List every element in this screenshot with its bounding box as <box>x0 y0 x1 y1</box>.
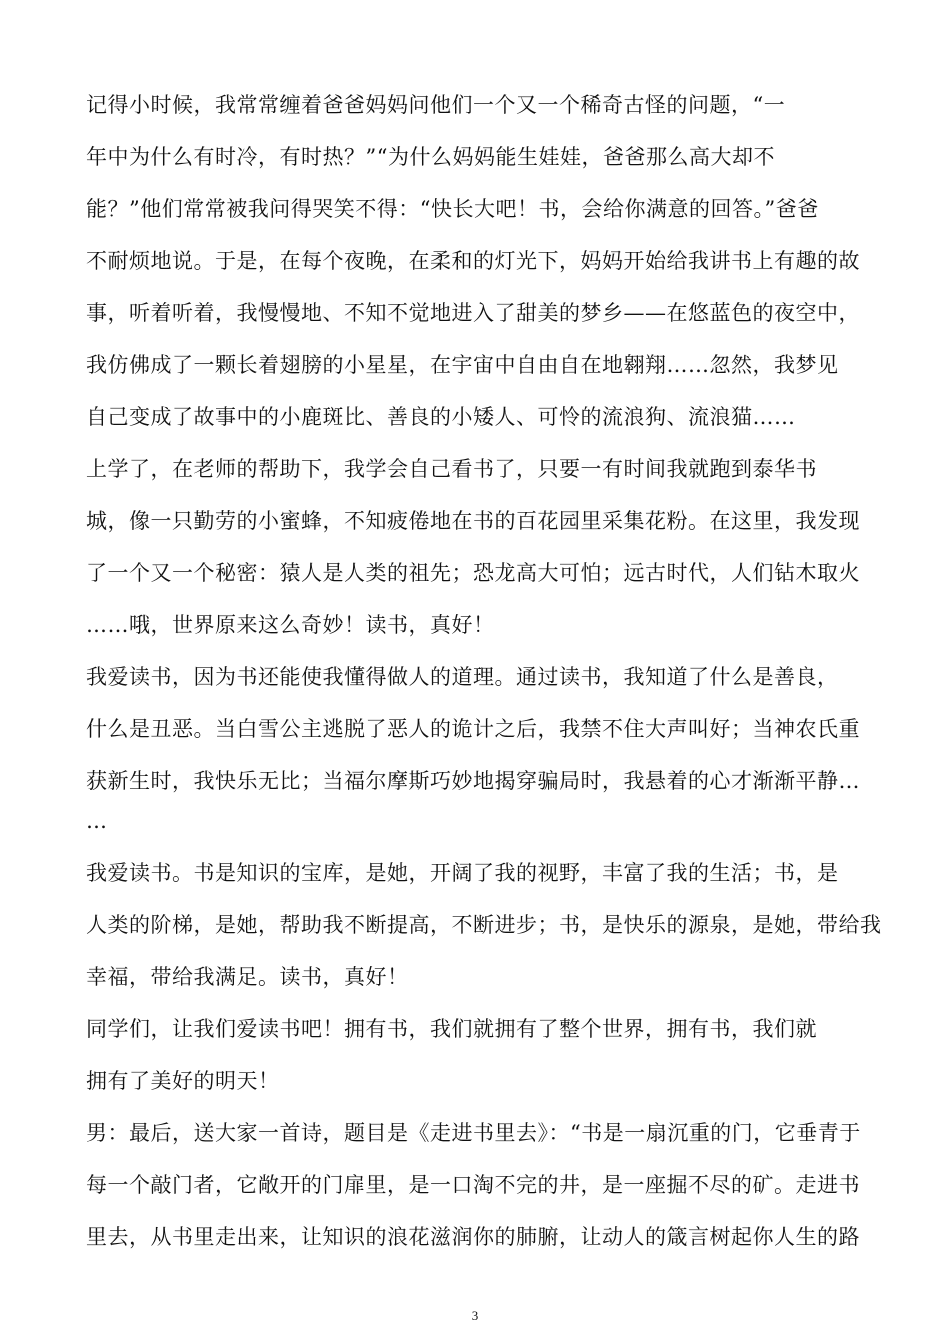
text-line: … <box>86 809 108 833</box>
text-line: ……哦，世界原来这么奇妙！读书，真好！ <box>86 613 495 637</box>
text-line: 幸福，带给我满足。读书，真好！ <box>86 965 409 989</box>
text-line: 男：最后，送大家一首诗，题目是《走进书里去》：“书是一扇沉重的门，它垂青于 <box>86 1121 861 1145</box>
text-line: 什么是丑恶。当白雪公主逃脱了恶人的诡计之后，我禁不住大声叫好；当神农氏重 <box>86 717 860 741</box>
page-number: 3 <box>471 1308 479 1323</box>
text-line: 同学们，让我们爱读书吧！拥有书，我们就拥有了整个世界，拥有书，我们就 <box>86 1017 817 1041</box>
text-line: 里去，从书里走出来，让知识的浪花滋润你的肺腑，让动人的箴言树起你人生的路 <box>86 1225 860 1249</box>
text-line: 人类的阶梯，是她，帮助我不断提高，不断进步；书，是快乐的源泉，是她，带给我 <box>86 913 882 937</box>
text-line: 上学了，在老师的帮助下，我学会自己看书了，只要一有时间我就跑到泰华书 <box>86 457 817 481</box>
text-line: 记得小时候，我常常缠着爸爸妈妈问他们一个又一个稀奇古怪的问题，“一 <box>86 93 786 117</box>
text-line: 我爱读书。书是知识的宝库，是她，开阔了我的视野，丰富了我的生活；书，是 <box>86 861 839 885</box>
text-line: 我仿佛成了一颗长着翅膀的小星星，在宇宙中自由自在地翱翔……忽然，我梦见 <box>86 353 839 377</box>
text-line: 我爱读书，因为书还能使我懂得做人的道理。通过读书，我知道了什么是善良， <box>86 665 839 689</box>
text-line: 年中为什么有时冷，有时热？”“为什么妈妈能生娃娃，爸爸那么高大却不 <box>86 145 775 169</box>
text-line: 拥有了美好的明天！ <box>86 1069 280 1093</box>
text-line: 事，听着听着，我慢慢地、不知不觉地进入了甜美的梦乡——在悠蓝色的夜空中， <box>86 301 860 325</box>
text-line: 不耐烦地说。于是，在每个夜晚，在柔和的灯光下，妈妈开始给我讲书上有趣的故 <box>86 249 860 273</box>
text-line: 能？”他们常常被我问得哭笑不得：“快长大吧！书，会给你满意的回答。”爸爸 <box>86 197 819 221</box>
text-line: 获新生时，我快乐无比；当福尔摩斯巧妙地揭穿骗局时，我悬着的心才渐渐平静… <box>86 769 860 793</box>
text-line: 每一个敲门者，它敞开的门扉里，是一口淘不完的井，是一座掘不尽的矿。走进书 <box>86 1173 860 1197</box>
text-line: 城，像一只勤劳的小蜜蜂，不知疲倦地在书的百花园里采集花粉。在这里，我发现 <box>86 509 860 533</box>
text-line: 自己变成了故事中的小鹿斑比、善良的小矮人、可怜的流浪狗、流浪猫…… <box>86 405 796 429</box>
text-line: 了一个又一个秘密：猿人是人类的祖先；恐龙高大可怕；远古时代，人们钻木取火 <box>86 561 860 585</box>
